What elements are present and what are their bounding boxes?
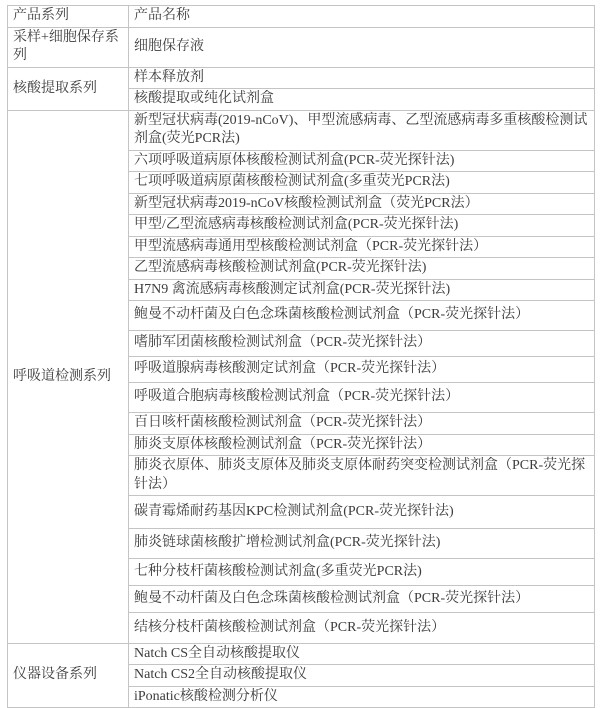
- product-cell: 六项呼吸道病原体核酸检测试剂盒(PCR-荧光探针法): [129, 150, 595, 171]
- product-cell: 样本释放剂: [129, 67, 595, 88]
- header-row: [8, 6, 595, 28]
- product-cell: 七项呼吸道病原菌核酸检测试剂盒(多重荧光PCR法): [129, 172, 595, 193]
- product-cell: 肺炎衣原体、肺炎支原体及肺炎支原体耐药突变检测试剂盒（PCR-荧光探针法）: [129, 456, 595, 496]
- product-cell: 核酸提取或纯化试剂盒: [129, 89, 595, 110]
- product-cell: 甲型流感病毒通用型核酸检测试剂盒（PCR-荧光探针法）: [129, 236, 595, 257]
- product-cell: 百日咳杆菌核酸检测试剂盒（PCR-荧光探针法）: [129, 413, 595, 434]
- product-cell: 呼吸道合胞病毒核酸检测试剂盒（PCR-荧光探针法）: [129, 383, 595, 413]
- product-cell: 鲍曼不动杆菌及白色念珠菌核酸检测试剂盒（PCR-荧光探针法）: [129, 301, 595, 331]
- series-cell: 核酸提取系列: [8, 67, 129, 110]
- product-cell: 碳青霉烯耐药基因KPC检测试剂盒(PCR-荧光探针法): [129, 495, 595, 528]
- series-cell: 采样+细胞保存系列: [8, 28, 129, 68]
- table-body: [8, 28, 595, 708]
- product-cell: 嗜肺军团菌核酸检测试剂盒（PCR-荧光探针法）: [129, 331, 595, 357]
- product-cell: 呼吸道腺病毒核酸测定试剂盒（PCR-荧光探针法）: [129, 357, 595, 383]
- product-cell: 新型冠状病毒(2019-nCoV)、甲型流感病毒、乙型流感病毒多重核酸检测试剂盒(荧光PCR法): [129, 110, 595, 150]
- table-row: [8, 643, 595, 664]
- product-table: [7, 5, 595, 708]
- table-row: [8, 28, 595, 68]
- product-cell: iPonatic核酸检测分析仪: [129, 686, 595, 707]
- product-cell: 结核分枝杆菌核酸检测试剂盒（PCR-荧光探针法）: [129, 612, 595, 643]
- product-cell: 细胞保存液: [129, 28, 595, 68]
- product-cell: 肺炎支原体核酸检测试剂盒（PCR-荧光探针法）: [129, 434, 595, 455]
- product-cell: 甲型/乙型流感病毒核酸检测试剂盒(PCR-荧光探针法): [129, 215, 595, 236]
- product-cell: 七种分枝杆菌核酸检测试剂盒(多重荧光PCR法): [129, 558, 595, 585]
- product-cell: H7N9 禽流感病毒核酸测定试剂盒(PCR-荧光探针法): [129, 279, 595, 300]
- product-cell: 鲍曼不动杆菌及白色念珠菌核酸检测试剂盒（PCR-荧光探针法）: [129, 585, 595, 612]
- table-row: [8, 110, 595, 150]
- product-cell: Natch CS全自动核酸提取仪: [129, 643, 595, 664]
- product-cell: 新型冠状病毒2019-nCoV核酸检测试剂盒（荧光PCR法）: [129, 193, 595, 214]
- product-cell: 肺炎链球菌核酸扩增检测试剂盒(PCR-荧光探针法): [129, 528, 595, 558]
- column-header-series: 产品系列: [8, 6, 129, 28]
- series-cell: 呼吸道检测系列: [8, 110, 129, 643]
- table-row: [8, 67, 595, 88]
- series-cell: 仪器设备系列: [8, 643, 129, 707]
- product-cell: Natch CS2全自动核酸提取仪: [129, 665, 595, 686]
- column-header-product-name: 产品名称: [129, 6, 595, 28]
- product-cell: 乙型流感病毒核酸检测试剂盒(PCR-荧光探针法): [129, 258, 595, 279]
